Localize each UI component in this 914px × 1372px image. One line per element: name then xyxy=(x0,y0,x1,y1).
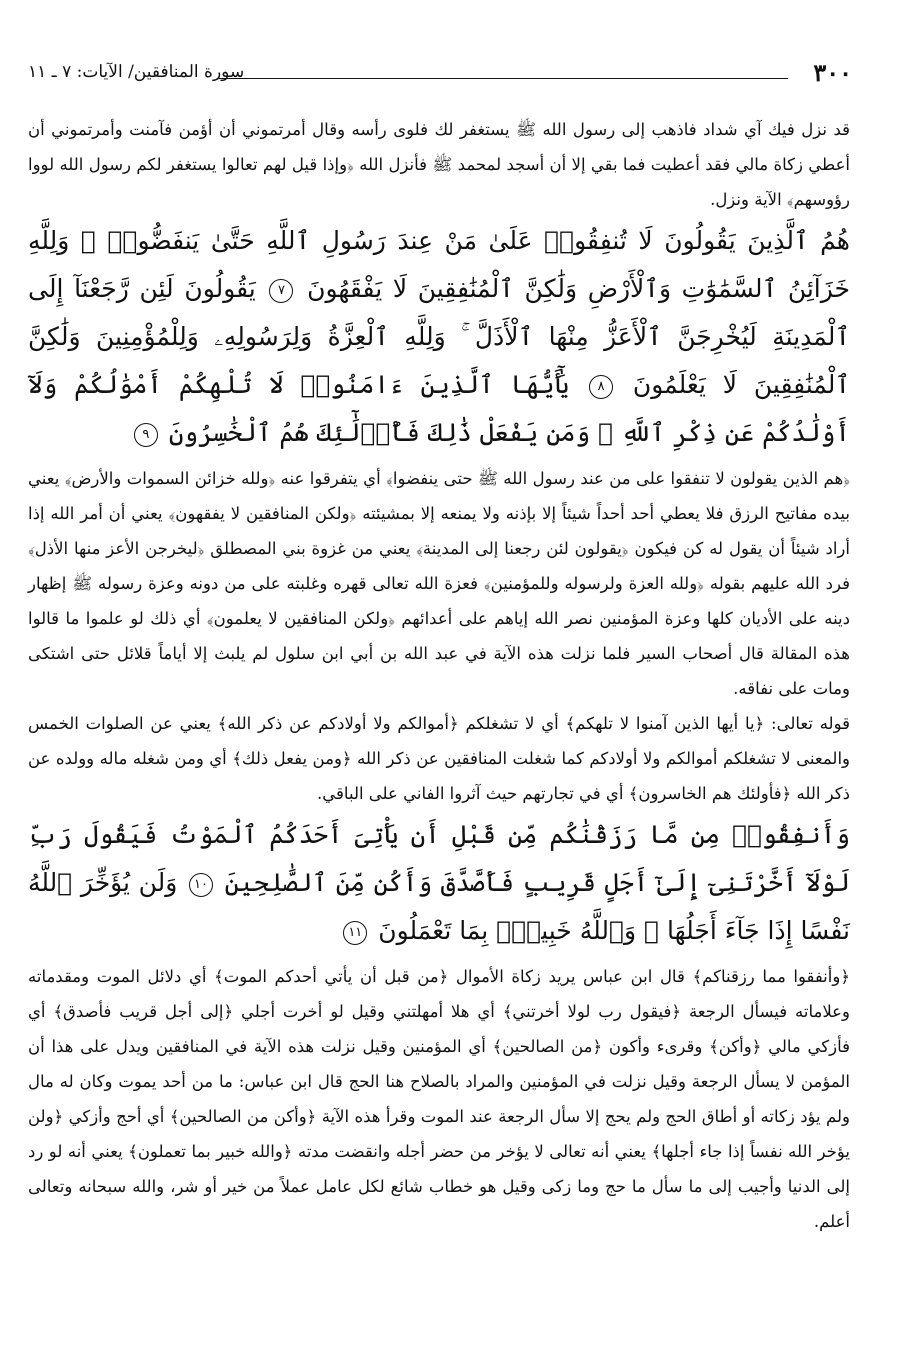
tafsir-paragraph-2: قوله تعالى: ﴿يا أيها الذين آمنوا لا تلهكم﴾ أي لا تشغلكم ﴿أموالكم ولا أولادكم عن ذكر الله﴾ يعني عن الصلوات الخمس والمعنى لا تشغلكم أموالكم ولا أولادكم كما شغلت المنافقين عن ذكر الله ﴿ومن يفعل ذلك﴾ أي ومن شغله ماله وولده عن ذكر الله ﴿فأولئك هم الخاسرون﴾ أي في تجارتهم حيث آثروا الفاني على الباقي. xyxy=(28,714,850,803)
ayah-number-7: ٧ xyxy=(269,279,293,303)
page-content xyxy=(28,112,850,1239)
quran-block-2 xyxy=(28,811,850,955)
surah-reference: سورة المنافقين/ الآيات: ٧ ـ ١١ xyxy=(28,62,245,82)
quran-block-1 xyxy=(28,217,850,457)
ayah-number-9: ٩ xyxy=(134,423,158,447)
tafsir-paragraph-1: ﴿هم الذين يقولون لا تنفقوا على من عند رسول الله ﷺ حتى ينفضوا﴾ أي يتفرقوا عنه ﴿ولله خزائن السموات والأرض﴾ يعني بيده مفاتيح الرزق فلا يعطي أحد أحداً شيئاً إلا بإذنه ولا يمنعه إلا بمشيئته ﴿ولكن المنافقين لا يفقهون﴾ يعني أن أمر الله إذا أراد شيئاً أن يقول له كن فيكون ﴿يقولون لئن رجعنا إلى المدينة﴾ يعني من غزوة بني المصطلق ﴿ليخرجن الأعز منها الأذل﴾ فرد الله عليهم بقوله ﴿ولله العزة ولرسوله وللمؤمنين﴾ فعزة الله تعالى قهره وغلبته على من دونه وعزة رسوله ﷺ إظهار دينه على الأديان كلها وعزة المؤمنين نصر الله إياهم على أعدائهم ﴿ولكن المنافقين لا يعلمون﴾ أي ذلك لو علموا ما قالوا هذه المقالة قال أصحاب السير فلما نزلت هذه الآية في عبد الله بن أبي ابن سلول لم يلبث إلا أياماً قلائل حتى اشتكى ومات على نفاقه. xyxy=(28,469,850,698)
ayah-8-text: يَقُولُونَ لَئِن رَّجَعْنَآ إِلَى ٱلْمَدِينَةِ لَيُخْرِجَنَّ ٱلْأَعَزُّ مِنْهَا ٱلْأَذَلَّ ۚ وَلِلَّهِ ٱلْعِزَّةُ وَلِرَسُولِهِۦ وَلِلْمُؤْمِنِينَ وَلَٰكِنَّ ٱلْمُنَٰفِقِينَ لَا يَعْلَمُونَ xyxy=(28,274,850,399)
tafsir-paragraph-3: ﴿وأنفقوا مما رزقناكم﴾ قال ابن عباس يريد زكاة الأموال ﴿من قبل أن يأتي أحدكم الموت﴾ أي دلائل الموت ومقدماته وعلاماته فيسأل الرجعة ﴿فيقول رب لولا أخرتني﴾ أي هلا أمهلتني وقيل لو أخرت أجلي ﴿إلى أجل قريب فأصدق﴾ أي فأزكي مالي ﴿وأكن﴾ وقرىء وأكون ﴿من الصالحين﴾ أي المؤمنين وقيل نزلت هذه الآية في المنافقين ويدل على هذا أن المؤمن لا يسأل الرجعة وقيل نزلت في المؤمنين والمراد بالصلاح هنا الحج قال ابن عباس: ما من أحد يموت وكان له مال ولم يؤد زكاته أو أطاق الحج ولم يحج إلا سأل الرجعة عند الموت وقرأ هذه الآية ﴿وأكن من الصالحين﴾ أي أحج وأزكي ﴿ولن يؤخر الله نفساً إذا جاء أجلها﴾ يعني أنه تعالى لا يؤخر من حضر أجله وانقضت مدته ﴿والله خبير بما تعملون﴾ يعني أنه لو رد إلى الدنيا وأجيب إلى ما سأل ما حج وما زكى وقيل هو خطاب شائع لكل عامل عملاً من خير أو شر، والله سبحانه وتعالى أعلم. xyxy=(28,967,850,1231)
ayah-11-text: وَلَن يُؤَخِّرَ ٱللَّهُ نَفْسًا إِذَا جَآءَ أَجَلُهَا ۚ وَٱللَّهُ خَبِيرٌۢ بِمَا تَعْمَلُونَ xyxy=(28,868,850,945)
ayah-number-8: ٨ xyxy=(589,375,613,399)
page-header xyxy=(28,58,852,88)
ayah-7-text: هُمُ ٱلَّذِينَ يَقُولُونَ لَا تُنفِقُوا۟ عَلَىٰ مَنْ عِندَ رَسُولِ ٱللَّهِ حَتَّىٰ يَنفَضُّوا۟ ۗ وَلِلَّهِ خَزَآئِنُ ٱلسَّمَٰوَٰتِ وَٱلْأَرْضِ وَلَٰكِنَّ ٱلْمُنَٰفِقِينَ لَا يَفْقَهُونَ xyxy=(28,226,851,303)
intro-paragraph: قد نزل فيك آي شداد فاذهب إلى رسول الله ﷺ يستغفر لك فلوى رأسه وقال أمرتموني أن أؤمن فآمنت وأمرتموني أن أعطي زكاة مالي فقد أعطيت فما بقي إلا أن أسجد لمحمد ﷺ فأنزل الله ﴿وإذا قيل لهم تعالوا يستغفر لكم رسول الله لووا رؤوسهم﴾ الآية ونزل. xyxy=(28,120,850,209)
page-number: ٣٠٠ xyxy=(813,58,852,87)
ayah-number-11: ١١ xyxy=(343,921,367,945)
ayah-9-text: يَٰٓأَيُّهَا ٱلَّذِينَ ءَامَنُوا۟ لَا تُلْهِكُمْ أَمْوَٰلُكُمْ وَلَآ أَوْلَٰدُكُمْ عَن ذِكْرِ ٱللَّهِ ۚ وَمَن يَفْعَلْ ذَٰلِكَ فَأُو۟لَٰٓئِكَ هُمُ ٱلْخَٰسِرُونَ xyxy=(28,370,850,447)
ayah-number-10: ١٠ xyxy=(189,873,213,897)
ayah-10-text: وَأَنفِقُوا۟ مِن مَّا رَزَقْنَٰكُم مِّن قَبْلِ أَن يَأْتِىَ أَحَدَكُمُ ٱلْمَوْتُ فَيَقُولَ رَبِّ لَوْلَآ أَخَّرْتَنِىٓ إِلَىٰٓ أَجَلٍ قَرِيبٍ فَأَصَّدَّقَ وَأَكُن مِّنَ ٱلصَّٰلِحِينَ xyxy=(28,820,850,897)
header-rule xyxy=(218,78,788,79)
